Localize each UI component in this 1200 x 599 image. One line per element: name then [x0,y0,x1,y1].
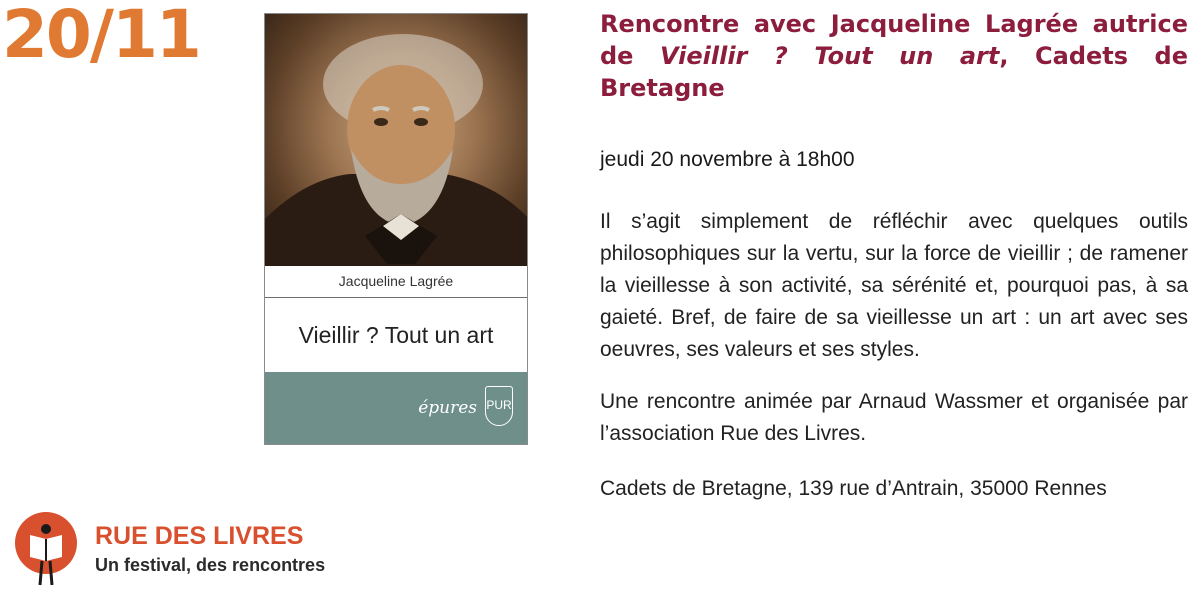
book-reader-icon [12,509,82,589]
festival-tagline: Un festival, des rencontres [95,555,326,575]
headline-part-1: Rencontre avec Jacqueline Lagrée autrice de [600,10,1188,70]
event-datetime: jeudi 20 novembre à 18h00 [600,148,855,171]
publisher-logo: PUR [485,386,513,426]
venue-name: Cadets de Bretagne, [600,477,793,500]
headline-book-title: Vieillir ? Tout un art [659,42,1000,70]
headline-part-2: , Cadets de Bretagne [600,42,1189,102]
cover-title: Vieillir ? Tout un art [298,322,494,348]
event-headline [600,8,1188,104]
book-cover [264,13,528,445]
festival-logo [12,509,372,591]
venue-address: 139 rue d’Antrain, 35000 Rennes [792,477,1107,500]
event-organizers: Une rencontre animée par Arnaud Wassmer et organisée par l’association Rue des Livres. [600,390,1188,445]
cover-author-name: Jacqueline Lagrée [265,266,527,298]
event-venue [600,477,1107,501]
event-description: Il s’agit simplement de réfléchir avec quelques outils philosophiques sur la vertu, sur la force de vieillir ; de ramener la vieillesse à son activité, sa sérénité et, pourquoi pas, à sa gaieté. Bref, de faire de sa vieillesse un art : un art avec ses oeuvres, ses valeurs et ses styles. [600,210,1188,361]
event-date-badge: 20/11 [2,0,200,73]
festival-name: RUE DES LIVRES [95,522,304,550]
author-portrait-photo [265,14,527,266]
collection-label: épures [418,398,477,418]
cover-footer-band [265,372,527,445]
